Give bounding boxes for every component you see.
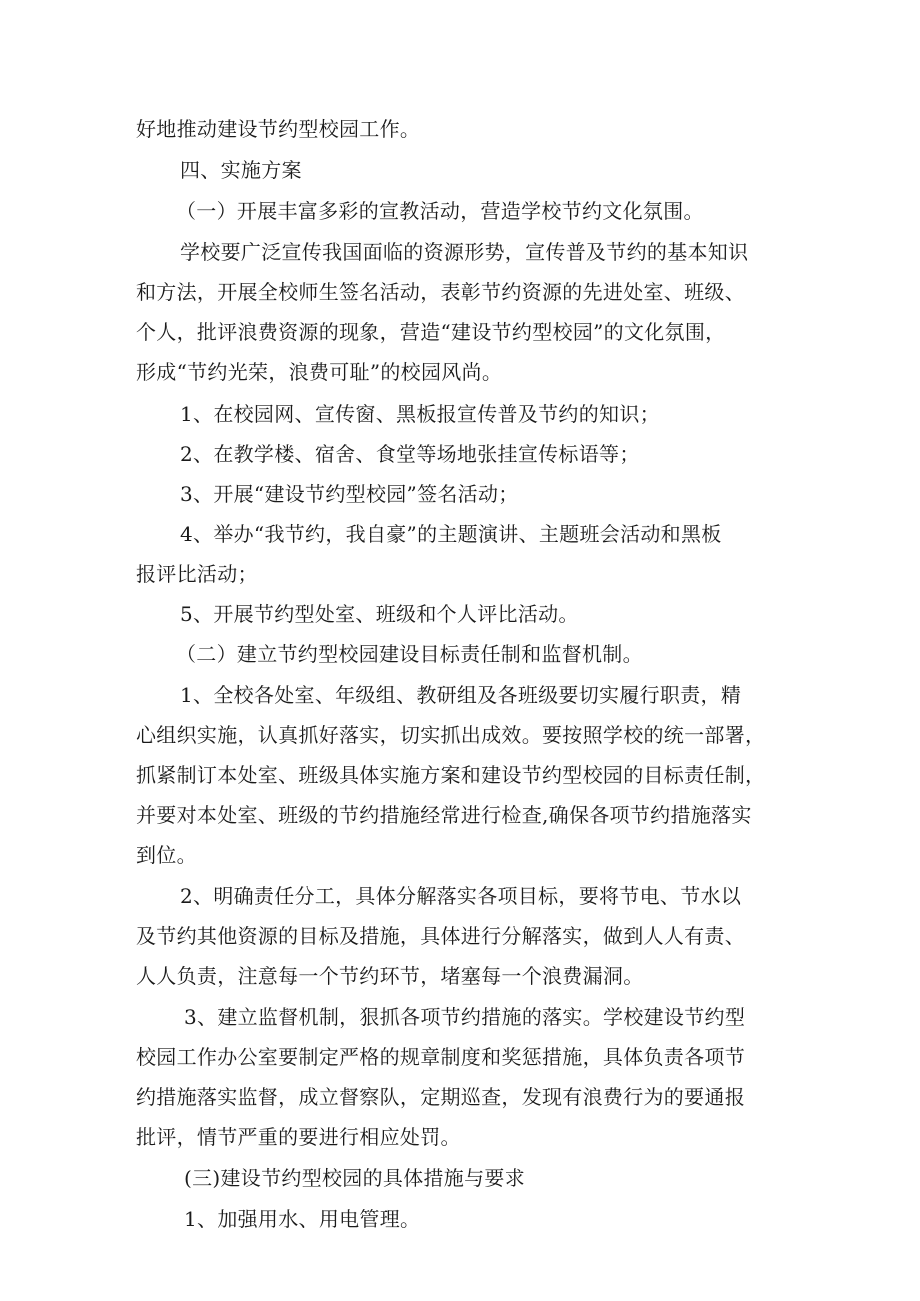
list-item: 4、举办“我节约，我自豪”的主题演讲、主题班会活动和黑板	[180, 522, 722, 546]
section-heading: 四、实施方案	[180, 158, 302, 182]
text-line: 校园工作办公室要制定严格的规章制度和奖惩措施，具体负责各项节	[136, 1045, 745, 1069]
text-line: 学校要广泛宣传我国面临的资源形势，宣传普及节约的基本知识	[180, 240, 749, 264]
list-item: 2、在教学楼、宿舍、食堂等场地张挂宣传标语等；	[180, 442, 640, 466]
text-line: 形成“节约光荣，浪费可耻”的校园风尚。	[136, 360, 503, 384]
text-line: 和方法，开展全校师生签名活动，表彰节约资源的先进处室、班级、	[136, 280, 745, 304]
list-item: 1、全校各处室、年级组、教研组及各班级要切实履行职责，精	[180, 683, 742, 707]
list-item: 3、开展“建设节约型校园”签名活动；	[180, 482, 519, 506]
list-item: 2、明确责任分工，具体分解落实各项目标，要将节电、节水以	[180, 884, 742, 908]
text-line: 约措施落实监督，成立督察队，定期巡查，发现有浪费行为的要通报	[136, 1085, 745, 1109]
text-line: 好地推动建设节约型校园工作。	[136, 117, 421, 141]
list-item: 3、建立监督机制，狠抓各项节约措施的落实。学校建设节约型	[184, 1005, 746, 1029]
list-item: 5、开展节约型处室、班级和个人评比活动。	[180, 602, 579, 626]
subsection-heading: (三)建设节约型校园的具体措施与要求	[184, 1166, 526, 1190]
list-item: 1、加强用水、用电管理。	[184, 1207, 421, 1231]
subsection-heading: （一）开展丰富多彩的宣教活动，营造学校节约文化氛围。	[176, 199, 704, 223]
text-line: 人人负责，注意每一个节约环节，堵塞每一个浪费漏洞。	[136, 964, 644, 988]
text-line: 报评比活动；	[136, 562, 258, 586]
text-line: 并要对本处室、班级的节约措施经常进行检查,确保各项节约措施落实	[136, 803, 752, 827]
text-line: 个人，批评浪费资源的现象，营造“建设节约型校园”的文化氛围，	[136, 320, 726, 344]
text-line: 批评，情节严重的要进行相应处罚。	[136, 1125, 461, 1149]
text-line: 心组织实施，认真抓好落实，切实抓出成效。要按照学校的统一部署，	[136, 723, 766, 747]
subsection-heading: （二）建立节约型校园建设目标责任制和监督机制。	[176, 642, 643, 666]
list-item: 1、在校园网、宣传窗、黑板报宣传普及节约的知识；	[180, 402, 660, 426]
text-line: 及节约其他资源的目标及措施，具体进行分解落实，做到人人有责、	[136, 924, 745, 948]
text-line: 抓紧制订本处室、班级具体实施方案和建设节约型校园的目标责任制，	[136, 763, 766, 787]
text-line: 到位。	[136, 843, 197, 867]
